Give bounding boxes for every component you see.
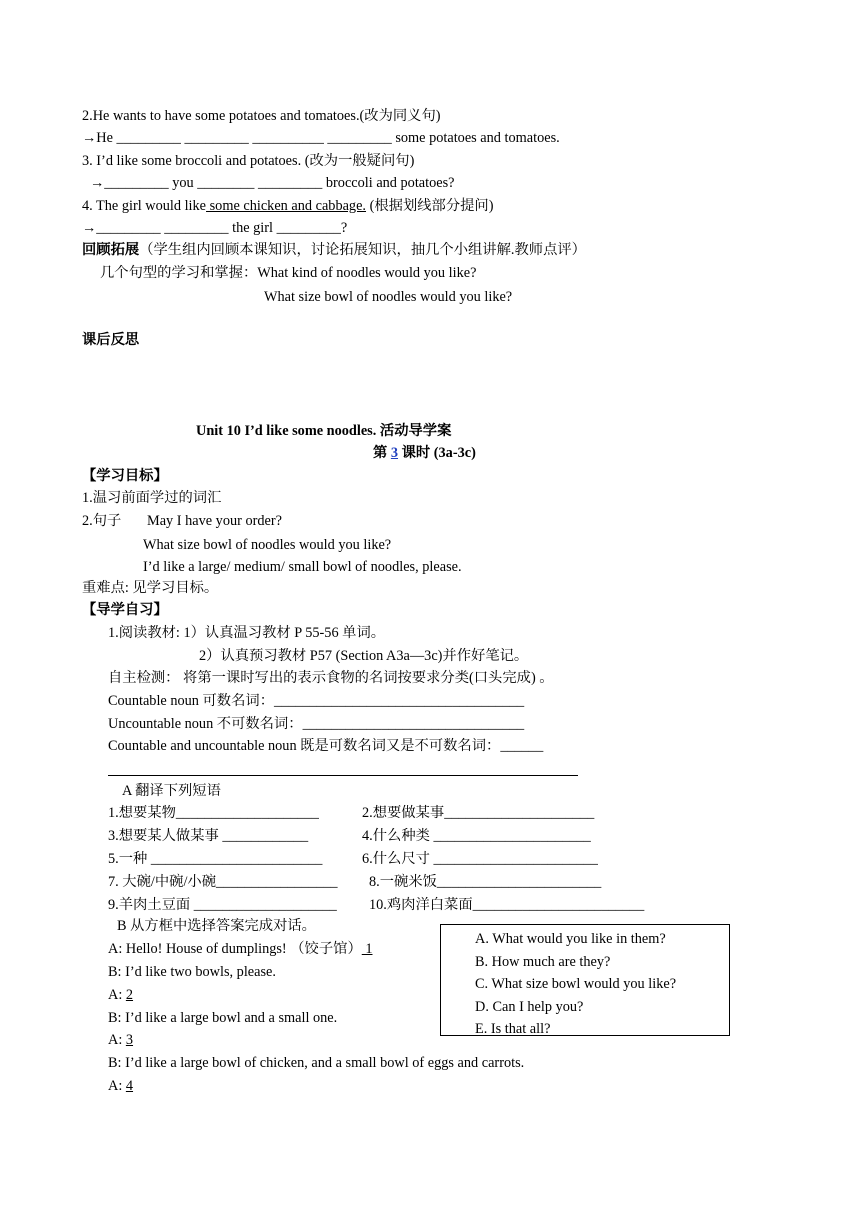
option-a: A. What would you like in them? bbox=[475, 931, 666, 947]
translate-item: 3.想要某人做某事 ____________ bbox=[108, 828, 309, 844]
question-4-text: 4. The girl would like bbox=[82, 198, 207, 214]
goal-item-1: 1.温习前面学过的词汇 bbox=[82, 490, 222, 506]
unit-title: Unit 10 I’d like some noodles. 活动导学案 bbox=[196, 423, 452, 439]
translate-item: 5.一种 ________________________ bbox=[108, 851, 323, 867]
question-3-answer-line: →_________ you ________ _________ broccoli and potatoes? bbox=[90, 175, 455, 191]
review-heading: 回顾拓展 bbox=[82, 242, 140, 258]
dialogue-a2-text: A: bbox=[108, 987, 126, 1003]
self-study-heading: 【导学自习】 bbox=[82, 602, 168, 618]
dialogue-line-a2 bbox=[108, 985, 133, 1005]
option-b: B. How much are they? bbox=[475, 954, 611, 970]
read-item-1: 1.阅读教材: 1）认真温习教材 P 55-56 单词。 bbox=[108, 625, 386, 641]
dialogue-a1-text: A: Hello! House of dumplings! （饺子馆） bbox=[108, 941, 362, 957]
reflection-heading: 课后反思 bbox=[82, 332, 140, 348]
question-3: 3. I’d like some broccoli and potatoes. (改为一般疑问句) bbox=[82, 153, 415, 169]
lesson-line bbox=[373, 443, 476, 463]
dialogue-heading: B 从方框中选择答案完成对话。 bbox=[117, 918, 316, 934]
dialogue-a3-text: A: bbox=[108, 1032, 126, 1048]
translate-item: 10.鸡肉洋白菜面________________________ bbox=[369, 897, 645, 913]
blank-2: 2 bbox=[125, 987, 134, 1003]
lesson-prefix: 第 bbox=[373, 445, 391, 461]
countable-line: Countable noun 可数名词：___________________________________ bbox=[108, 693, 525, 709]
both-line: Countable and uncountable noun 既是可数名词又是不可数名词：______ bbox=[108, 738, 544, 754]
self-check: 自主检测： 将第一课时写出的表示食物的名词按要求分类(口头完成) 。 bbox=[108, 670, 554, 686]
question-2-answer-line: →He _________ _________ __________ _________ some potatoes and tomatoes. bbox=[82, 130, 560, 146]
patterns-second: What size bowl of noodles would you like? bbox=[264, 289, 513, 305]
dialogue-line-a1 bbox=[108, 939, 372, 959]
dialogue-line-b3: B: I’d like a large bowl of chicken, and a small bowl of eggs and carrots. bbox=[108, 1055, 525, 1071]
dialogue-a4-text: A: bbox=[108, 1078, 126, 1094]
translate-item: 7. 大碗/中碗/小碗_________________ bbox=[108, 874, 338, 890]
option-e: E. Is that all? bbox=[475, 1021, 551, 1037]
translate-item: 1.想要某物____________________ bbox=[108, 805, 319, 821]
question-4-underlined: some chicken and cabbage. bbox=[206, 198, 367, 214]
dialogue-line-b2: B: I’d like a large bowl and a small one. bbox=[108, 1010, 338, 1026]
review-line bbox=[82, 240, 586, 260]
translate-heading: A 翻译下列短语 bbox=[122, 783, 221, 799]
question-4-instruction: (根据划线部分提问) bbox=[366, 198, 494, 214]
dialogue-line-a4 bbox=[108, 1076, 133, 1096]
goals-heading: 【学习目标】 bbox=[82, 468, 168, 484]
blank-1: 1 bbox=[361, 941, 373, 957]
translate-item: 4.什么种类 ______________________ bbox=[362, 828, 591, 844]
options-box bbox=[440, 924, 730, 1036]
goal-sentence-2: What size bowl of noodles would you like? bbox=[143, 537, 392, 553]
goal-sentence-1: May I have your order? bbox=[147, 513, 282, 529]
translate-item: 8.一碗米饭_______________________ bbox=[369, 874, 602, 890]
option-c: C. What size bowl would you like? bbox=[475, 976, 677, 992]
patterns-intro: 几个句型的学习和掌握：What kind of noodles would you like? bbox=[100, 265, 477, 281]
dialogue-line-a3 bbox=[108, 1030, 133, 1050]
blank-4: 4 bbox=[125, 1078, 134, 1094]
dialogue-line-b1: B: I’d like two bowls, please. bbox=[108, 964, 276, 980]
lesson-number: 3 bbox=[390, 445, 399, 461]
goal-item-2-label: 2.句子 bbox=[82, 513, 122, 529]
question-4 bbox=[82, 196, 494, 216]
goal-sentence-3: I’d like a large/ medium/ small bowl of noodles, please. bbox=[143, 559, 462, 575]
option-d: D. Can I help you? bbox=[475, 999, 584, 1015]
lesson-suffix: 课时 (3a-3c) bbox=[398, 445, 476, 461]
review-note: （学生组内回顾本课知识，讨论拓展知识，抽几个小组讲解.教师点评） bbox=[139, 242, 586, 258]
question-2: 2.He wants to have some potatoes and tomatoes.(改为同义句) bbox=[82, 108, 441, 124]
translate-item: 2.想要做某事_____________________ bbox=[362, 805, 595, 821]
answer-rule bbox=[108, 775, 578, 776]
translate-item: 6.什么尺寸 _______________________ bbox=[362, 851, 598, 867]
question-4-answer-line: →_________ _________ the girl _________? bbox=[82, 220, 348, 236]
translate-item: 9.羊肉土豆面 ____________________ bbox=[108, 897, 337, 913]
key-points: 重难点: 见学习目标。 bbox=[82, 580, 219, 596]
blank-3: 3 bbox=[125, 1032, 134, 1048]
uncountable-line: Uncountable noun 不可数名词：_______________________________ bbox=[108, 716, 525, 732]
read-item-2: 2）认真预习教材 P57 (Section A3a—3c)并作好笔记。 bbox=[199, 648, 529, 664]
